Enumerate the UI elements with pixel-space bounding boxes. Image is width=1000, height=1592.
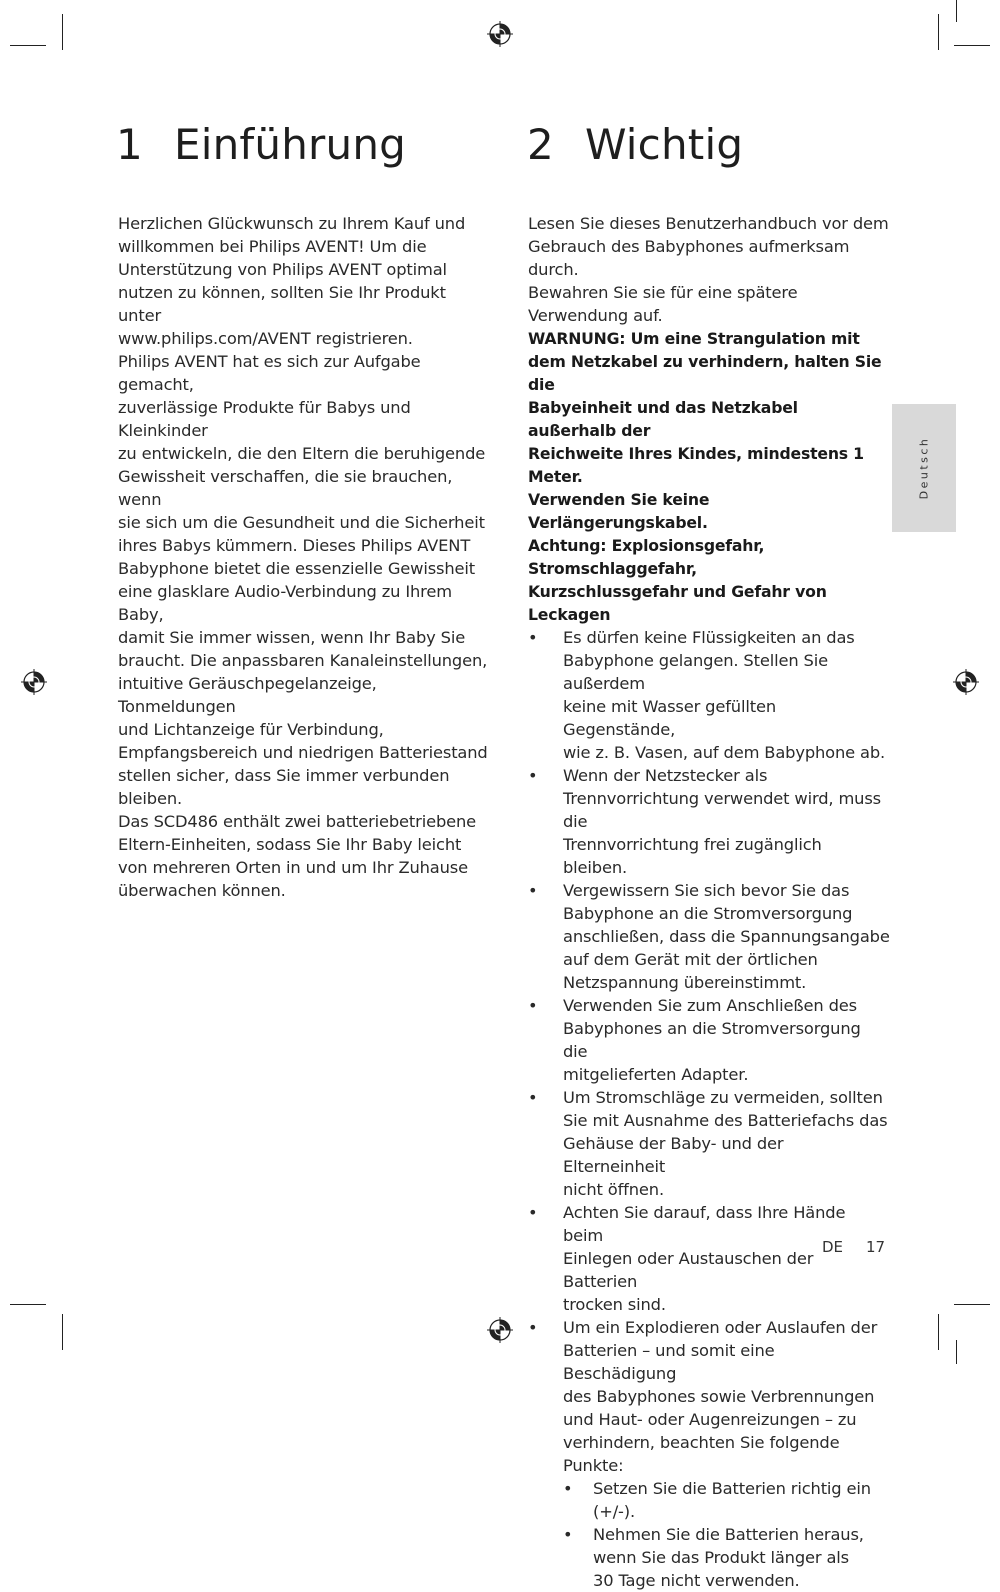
list-item <box>528 1316 890 1592</box>
list-item-line: Babyphone gelangen. Stellen Sie außerdem <box>563 651 828 693</box>
list-item <box>528 1086 890 1201</box>
intro-line: Lesen Sie dieses Benutzerhandbuch vor dem <box>528 214 889 233</box>
crop-mark <box>956 0 957 22</box>
list-item <box>528 879 890 994</box>
list-item-line: 30 Tage nicht verwenden. <box>593 1571 800 1590</box>
body-line: intuitive Geräuschpegelanzeige, Tonmeldungen <box>118 674 377 716</box>
list-item-line: Nehmen Sie die Batterien heraus, <box>593 1525 864 1544</box>
language-tab <box>892 404 956 532</box>
crop-mark <box>954 1304 990 1305</box>
sub-list-item <box>563 1477 890 1523</box>
list-item-line: und Haut- oder Augenreizungen – zu <box>563 1410 857 1429</box>
list-item-line: Trennvorrichtung frei zugänglich bleiben. <box>563 835 822 877</box>
body-line: zuverlässige Produkte für Babys und Kleinkinder <box>118 398 411 440</box>
body-line: www.philips.com/AVENT registrieren. <box>118 329 413 348</box>
bullet: • <box>528 1088 538 1107</box>
list-item-line: Um ein Explodieren oder Auslaufen der <box>563 1318 878 1337</box>
intro-line: Bewahren Sie sie für eine spätere Verwendung auf. <box>528 283 798 325</box>
list-item-line: wenn Sie das Produkt länger als <box>593 1548 850 1567</box>
body-line: Empfangsbereich und niedrigen Batteriestand <box>118 743 488 762</box>
list-item <box>528 626 890 764</box>
list-item <box>528 764 890 879</box>
body-line: Babyphone bietet die essenzielle Gewissheit <box>118 559 476 578</box>
list-item-line: Um Stromschläge zu vermeiden, sollten <box>563 1088 883 1107</box>
section-title: Wichtig <box>585 120 744 169</box>
bullet: • <box>528 881 538 900</box>
bullet: • <box>528 1318 538 1337</box>
body-line: von mehreren Orten in und um Ihr Zuhause <box>118 858 468 877</box>
list-item-line: Netzspannung übereinstimmt. <box>563 973 807 992</box>
registration-mark-icon <box>21 669 47 695</box>
introduction-body <box>118 212 488 902</box>
body-line: nutzen zu können, sollten Sie Ihr Produkt unter <box>118 283 446 325</box>
bullet: • <box>528 996 538 1015</box>
crop-mark <box>938 14 939 50</box>
section-heading-important <box>527 120 743 169</box>
list-item-line: Babyphones an die Stromversorgung die <box>563 1019 861 1061</box>
body-line: stellen sicher, dass Sie immer verbunden bleiben. <box>118 766 450 808</box>
bullet: • <box>563 1479 573 1498</box>
page-number: 17 <box>866 1238 886 1256</box>
list-item-line: Batterien – und somit eine Beschädigung <box>563 1341 775 1383</box>
body-line: ihres Babys kümmern. Dieses Philips AVENT <box>118 536 471 555</box>
language-tab-label: Deutsch <box>917 436 931 500</box>
list-item-line: Setzen Sie die Batterien richtig ein <box>593 1479 871 1498</box>
body-line: Unterstützung von Philips AVENT optimal <box>118 260 447 279</box>
warning-line: Kurzschlussgefahr und Gefahr von Leckagen <box>528 582 827 624</box>
list-item-line: wie z. B. Vasen, auf dem Babyphone ab. <box>563 743 886 762</box>
bullet: • <box>528 766 538 785</box>
body-line: Eltern-Einheiten, sodass Sie Ihr Baby leicht <box>118 835 462 854</box>
body-line: damit Sie immer wissen, wenn Ihr Baby Sie <box>118 628 466 647</box>
warning-line: Achtung: Explosionsgefahr, Stromschlaggefahr, <box>528 536 765 578</box>
body-line: braucht. Die anpassbaren Kanaleinstellungen, <box>118 651 488 670</box>
body-line: und Lichtanzeige für Verbindung, <box>118 720 384 739</box>
list-item-line: Babyphone an die Stromversorgung <box>563 904 853 923</box>
list-item-line: mitgelieferten Adapter. <box>563 1065 749 1084</box>
list-item-line: auf dem Gerät mit der örtlichen <box>563 950 818 969</box>
list-item-line: Verwenden Sie zum Anschließen des <box>563 996 857 1015</box>
body-line: willkommen bei Philips AVENT! Um die <box>118 237 427 256</box>
crop-mark <box>62 14 63 50</box>
footer-language: DE <box>822 1238 844 1256</box>
crop-mark <box>62 1314 63 1350</box>
list-item-line: Vergewissern Sie sich bevor Sie das <box>563 881 850 900</box>
registration-mark-icon <box>953 669 979 695</box>
body-line: Philips AVENT hat es sich zur Aufgabe gemacht, <box>118 352 421 394</box>
body-line: eine glasklare Audio-Verbindung zu Ihrem Baby, <box>118 582 452 624</box>
list-item-line: verhindern, beachten Sie folgende Punkte: <box>563 1433 840 1475</box>
crop-mark <box>954 45 990 46</box>
registration-mark-icon <box>487 21 513 47</box>
list-item-line: Gehäuse der Baby- und der Elterneinheit <box>563 1134 784 1176</box>
list-item-line: des Babyphones sowie Verbrennungen <box>563 1387 875 1406</box>
warning-line: WARNUNG: Um eine Strangulation mit <box>528 329 860 348</box>
section-number: 2 <box>527 120 554 169</box>
body-line: überwachen können. <box>118 881 286 900</box>
intro-line: Gebrauch des Babyphones aufmerksam durch. <box>528 237 850 279</box>
list-item-line: Einlegen oder Austauschen der Batterien <box>563 1249 814 1291</box>
list-item-line: Trennvorrichtung verwendet wird, muss die <box>563 789 881 831</box>
section-heading-introduction <box>116 120 406 169</box>
list-item <box>528 994 890 1086</box>
crop-mark <box>10 1304 46 1305</box>
body-line: sie sich um die Gesundheit und die Sicherheit <box>118 513 485 532</box>
body-line: Herzlichen Glückwunsch zu Ihrem Kauf und <box>118 214 466 233</box>
warning-block <box>528 327 890 626</box>
crop-mark <box>10 45 46 46</box>
crop-mark <box>956 1340 957 1364</box>
warning-line: dem Netzkabel zu verhindern, halten Sie die <box>528 352 882 394</box>
warning-line: Reichweite Ihres Kindes, mindestens 1 Meter. <box>528 444 864 486</box>
warning-line: Babyeinheit und das Netzkabel außerhalb der <box>528 398 798 440</box>
important-body <box>528 212 890 1592</box>
list-item-line: anschließen, dass die Spannungsangabe <box>563 927 890 946</box>
sub-list-item <box>563 1523 890 1592</box>
bullet: • <box>528 628 538 647</box>
list-item-line: Es dürfen keine Flüssigkeiten an das <box>563 628 855 647</box>
registration-mark-icon <box>487 1317 513 1343</box>
section-title: Einführung <box>174 120 407 169</box>
warning-line: Verwenden Sie keine Verlängerungskabel. <box>528 490 710 532</box>
body-line: zu entwickeln, die den Eltern die beruhigende <box>118 444 486 463</box>
safety-list <box>528 626 890 1592</box>
list-item-line: trocken sind. <box>563 1295 666 1314</box>
list-item-line: Achten Sie darauf, dass Ihre Hände beim <box>563 1203 846 1245</box>
list-item-line: Sie mit Ausnahme des Batteriefachs das <box>563 1111 888 1130</box>
body-line: Das SCD486 enthält zwei batteriebetriebene <box>118 812 477 831</box>
crop-mark <box>938 1314 939 1350</box>
list-item-line: Wenn der Netzstecker als <box>563 766 768 785</box>
list-item-line: (+/-). <box>593 1502 635 1521</box>
bullet: • <box>563 1525 573 1544</box>
list-item <box>528 1201 890 1316</box>
section-number: 1 <box>116 120 143 169</box>
bullet: • <box>528 1203 538 1222</box>
list-item-line: nicht öffnen. <box>563 1180 664 1199</box>
list-item-line: keine mit Wasser gefüllten Gegenstände, <box>563 697 776 739</box>
body-line: Gewissheit verschaffen, die sie brauchen, wenn <box>118 467 453 509</box>
battery-sub-list <box>563 1477 890 1592</box>
